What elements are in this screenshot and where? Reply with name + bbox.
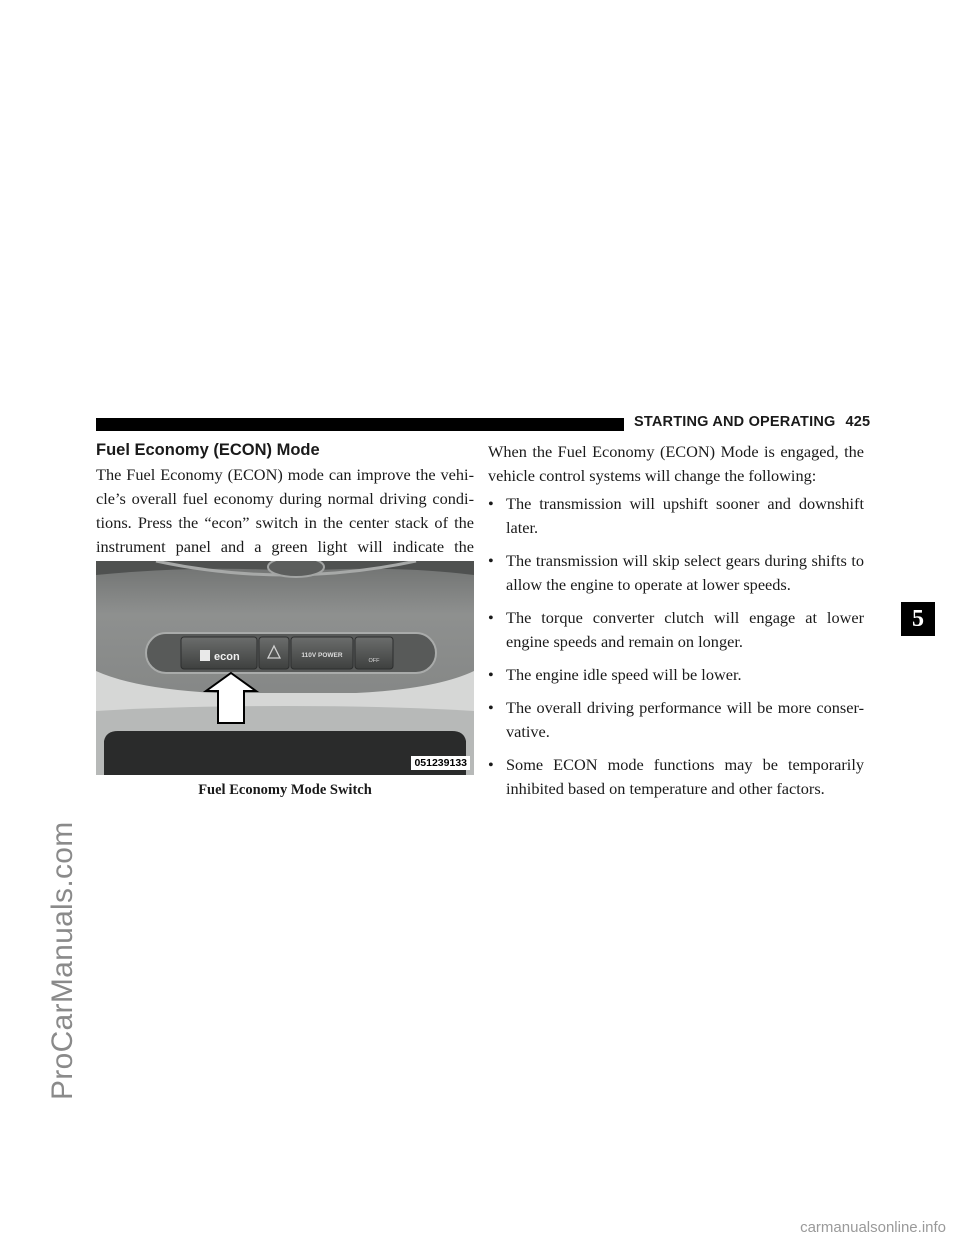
list-item: • The overall driving performance will be more conser-vative. xyxy=(488,698,864,741)
carmanualsonline-watermark: carmanualsonline.info xyxy=(800,1219,946,1236)
procarmanuals-watermark: ProCarManuals.com xyxy=(46,821,79,1100)
intro-paragraph: The Fuel Economy (ECON) mode can improve the vehi-cle’s overall fuel economy during normal driving condi-tions. Press the “econ” switch in the center stack of the instrument panel and a green light will indicate the xyxy=(96,465,474,556)
list-item: • The engine idle speed will be lower. xyxy=(488,665,742,684)
econ-effects-list xyxy=(488,492,864,810)
running-header xyxy=(634,414,870,430)
list-item: • The transmission will skip select gears during shifts to allow the engine to operate at lower speeds. xyxy=(488,551,864,594)
power-button-label: 110V POWER xyxy=(301,652,343,659)
off-button-label: OFF xyxy=(368,658,380,664)
econ-button-label: econ xyxy=(214,651,240,663)
header-rule xyxy=(96,418,624,431)
figure-code: 051239133 xyxy=(411,756,470,770)
section-title: STARTING AND OPERATING xyxy=(634,414,836,430)
engaged-intro: When the Fuel Economy (ECON) Mode is engaged, the vehicle control systems will change the following: xyxy=(488,442,864,485)
section-heading: Fuel Economy (ECON) Mode xyxy=(96,441,320,459)
figure-caption: Fuel Economy Mode Switch xyxy=(198,782,372,798)
list-item: • Some ECON mode functions may be temporarily inhibited based on temperature and other factors. xyxy=(488,755,864,798)
chapter-tab: 5 xyxy=(901,602,935,636)
center-stack-photo xyxy=(96,561,474,775)
econ-switch-figure xyxy=(96,561,474,775)
list-item: • The torque converter clutch will engage at lower engine speeds and remain on longer. xyxy=(488,608,864,651)
page-number: 425 xyxy=(845,414,871,430)
list-item: • The transmission will upshift sooner and downshift later. xyxy=(488,494,864,537)
